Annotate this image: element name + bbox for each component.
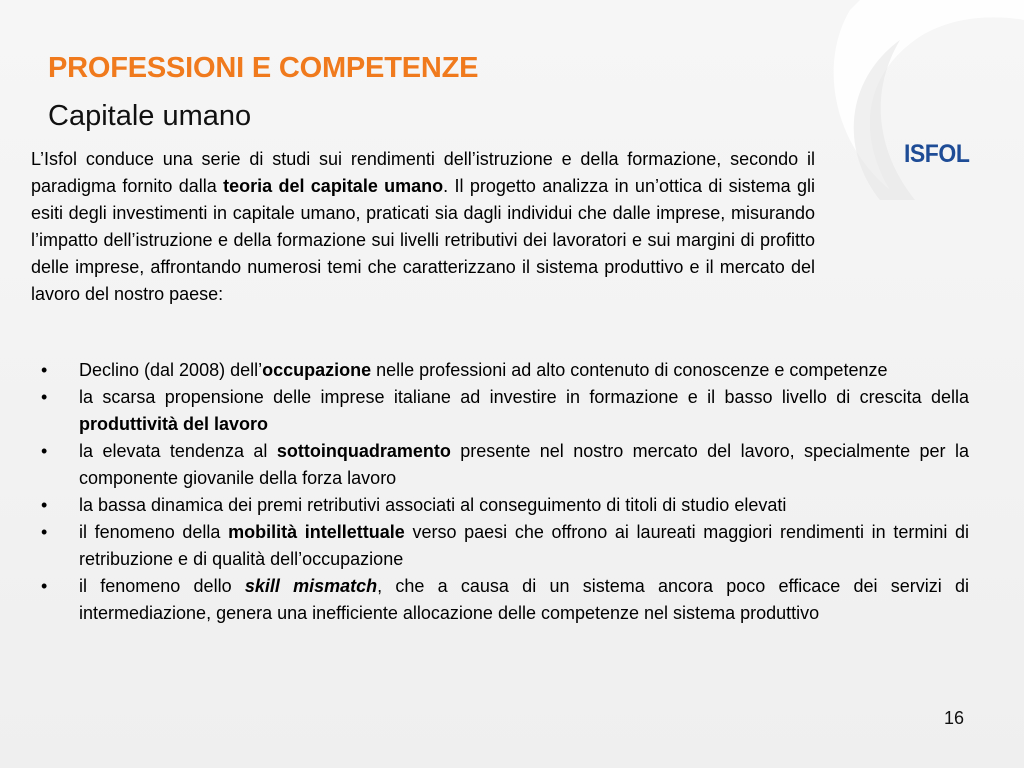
slide-title: PROFESSIONI E COMPETENZE bbox=[48, 52, 479, 84]
page-number: 16 bbox=[943, 708, 964, 728]
bullet-text-bold: sottoinquadramento bbox=[276, 441, 451, 461]
bullet-item bbox=[31, 492, 969, 519]
bullet-text: nelle professioni ad alto contenuto di conoscenze e competenze bbox=[371, 360, 888, 380]
bullet-item bbox=[31, 384, 969, 438]
isfol-logo bbox=[820, 0, 1024, 230]
bullet-text: la scarsa propensione delle imprese italiane ad investire in formazione e il basso livello di crescita della bbox=[79, 387, 969, 407]
bullet-dot: • bbox=[41, 522, 48, 542]
bullet-text-bold: produttività del lavoro bbox=[79, 414, 269, 434]
bullet-text: la elevata tendenza al bbox=[79, 441, 277, 461]
slide-subtitle: Capitale umano bbox=[48, 100, 252, 132]
logo-text: ISFOL bbox=[904, 140, 970, 168]
bullet-text-bold: mobilità intellettuale bbox=[228, 522, 405, 542]
bullet-text-bold: occupazione bbox=[262, 360, 372, 380]
bullet-dot: • bbox=[41, 576, 48, 596]
bullet-text-italic: skill mismatch bbox=[244, 576, 378, 596]
bullet-text: , che a causa di un sistema ancora poco efficace dei servizi di intermediazione, genera una inefficiente allocazione delle competenze nel sistema produttivo bbox=[79, 576, 970, 623]
bullet-text: Declino (dal 2008) dell’ bbox=[79, 360, 263, 380]
logo-swirl-icon bbox=[820, 0, 1024, 230]
bullet-text: la bassa dinamica dei premi retributivi associati al conseguimento di titoli di studio elevati bbox=[79, 495, 787, 515]
bullet-dot: • bbox=[41, 360, 48, 380]
bullet-text-bold bbox=[245, 576, 377, 596]
bullet-list bbox=[31, 357, 969, 627]
bullet-dot: • bbox=[41, 495, 48, 515]
bullet-text: il fenomeno dello bbox=[79, 576, 245, 596]
bullet-text: verso paesi che offrono ai laureati maggiori rendimenti in termini di retribuzione e di qualità dell’occupazione bbox=[79, 522, 970, 569]
intro-text-end: . Il progetto analizza in un’ottica di sistema gli esiti degli investimenti in capitale umano, praticati sia dagli individui che dalle imprese, misurando l’impatto dell’istruzione e della formazione sui livelli retributivi dei lavoratori e sui margini di profitto delle imprese, affrontando numerosi temi che caratterizzano il sistema produttivo e il mercato del lavoro del nostro paese: bbox=[31, 176, 816, 304]
bullet-dot: • bbox=[41, 387, 48, 407]
bullet-item bbox=[31, 357, 969, 384]
intro-paragraph bbox=[31, 146, 815, 308]
intro-text-bold: teoria del capitale umano bbox=[223, 176, 444, 196]
bullet-dot: • bbox=[41, 441, 48, 461]
intro-text-start: L’Isfol conduce una serie di studi sui rendimenti dell’istruzione e della formazione, secondo il paradigma fornito dalla bbox=[31, 149, 815, 196]
bullet-item bbox=[31, 573, 969, 627]
bullet-item bbox=[31, 519, 969, 573]
bullet-text: presente nel nostro mercato del lavoro, specialmente per la componente giovanile della forza lavoro bbox=[79, 441, 969, 488]
bullet-text: il fenomeno della bbox=[79, 522, 229, 542]
bullet-item bbox=[31, 438, 969, 492]
